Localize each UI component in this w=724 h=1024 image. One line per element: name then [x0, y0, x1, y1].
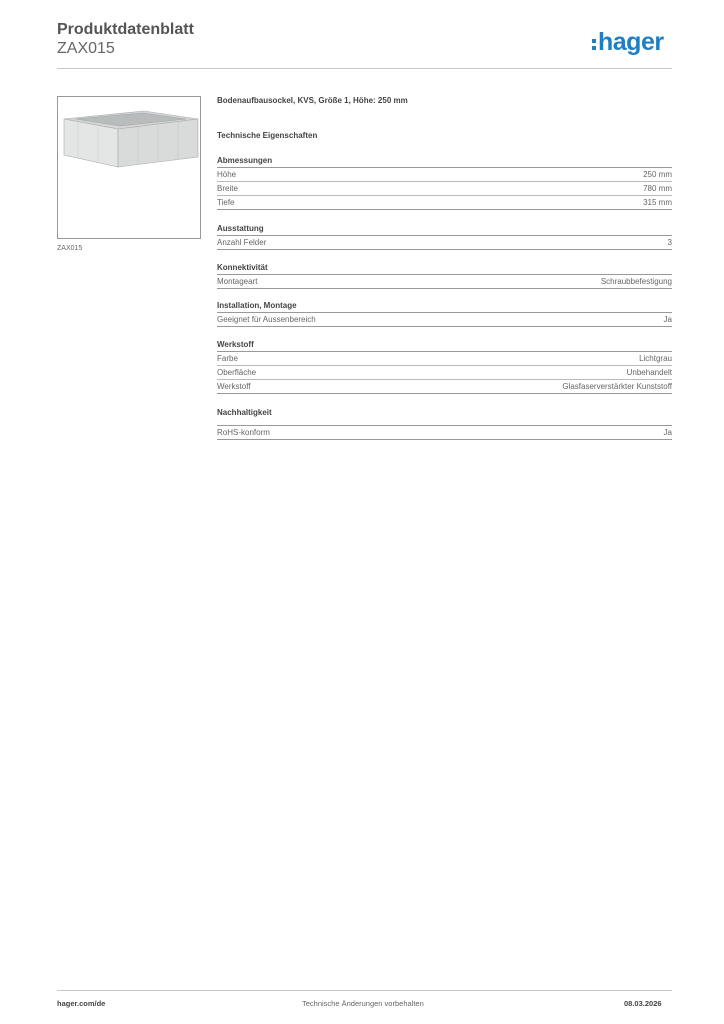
product-image: [57, 96, 201, 239]
row-value: Ja: [663, 315, 672, 324]
table-row: [217, 236, 672, 250]
logo-wordmark: hager: [598, 27, 664, 56]
table-row: [217, 352, 672, 366]
table-row: [217, 196, 672, 210]
table-row: [217, 182, 672, 196]
row-value: 780 mm: [643, 184, 672, 193]
group-title: Nachhaltigkeit: [217, 408, 672, 426]
table-row: [217, 313, 672, 327]
row-label: Montageart: [217, 277, 258, 286]
row-value: Unbehandelt: [626, 368, 672, 377]
group-title: Abmessungen: [217, 156, 672, 168]
row-label: RoHS-konform: [217, 428, 270, 437]
row-value: Lichtgrau: [639, 354, 672, 363]
image-caption: ZAX015: [57, 245, 83, 252]
row-value: Schraubbefestigung: [600, 277, 672, 286]
table-row: [217, 366, 672, 380]
footer-website-link[interactable]: hager.com/de: [57, 999, 106, 1008]
group-title: Ausstattung: [217, 224, 672, 236]
row-label: Oberfläche: [217, 368, 257, 377]
group-installation: [217, 301, 672, 327]
header-divider: [57, 68, 672, 69]
table-row: [217, 168, 672, 182]
row-value: Glasfaserverstärkter Kunststoff: [562, 382, 672, 391]
group-title: Werkstoff: [217, 340, 672, 352]
table-row: [217, 275, 672, 289]
footer-divider: [57, 990, 672, 991]
footer-note: Technische Änderungen vorbehalten: [302, 999, 424, 1008]
group-title: Installation, Montage: [217, 301, 672, 313]
group-nachhaltigkeit: [217, 408, 672, 440]
row-value: 250 mm: [643, 170, 672, 179]
row-label: Breite: [217, 184, 238, 193]
cabinet-base-icon: [58, 97, 200, 238]
row-label: Tiefe: [217, 198, 235, 207]
group-title: Konnektivität: [217, 263, 672, 275]
group-abmessungen: [217, 156, 672, 210]
row-label: Geeignet für Aussenbereich: [217, 315, 316, 324]
row-label: Anzahl Felder: [217, 238, 267, 247]
row-value: Ja: [663, 428, 672, 437]
page-title: Produktdatenblatt: [57, 21, 194, 38]
table-row: [217, 380, 672, 394]
group-ausstattung: [217, 224, 672, 250]
article-number: ZAX015: [57, 40, 115, 57]
row-label: Farbe: [217, 354, 238, 363]
row-label: Werkstoff: [217, 382, 251, 391]
row-label: Höhe: [217, 170, 237, 179]
table-row: [217, 426, 672, 440]
group-konnektivitaet: [217, 263, 672, 289]
logo-dots-icon: [592, 39, 596, 50]
row-value: 315 mm: [643, 198, 672, 207]
hager-logo: [592, 27, 664, 57]
row-value: 3: [667, 238, 672, 247]
section-title: Technische Eigenschaften: [217, 131, 318, 140]
product-description: Bodenaufbausockel, KVS, Größe 1, Höhe: 250 mm: [217, 96, 408, 105]
footer-date: 08.03.2026: [624, 999, 662, 1008]
group-werkstoff: [217, 340, 672, 394]
